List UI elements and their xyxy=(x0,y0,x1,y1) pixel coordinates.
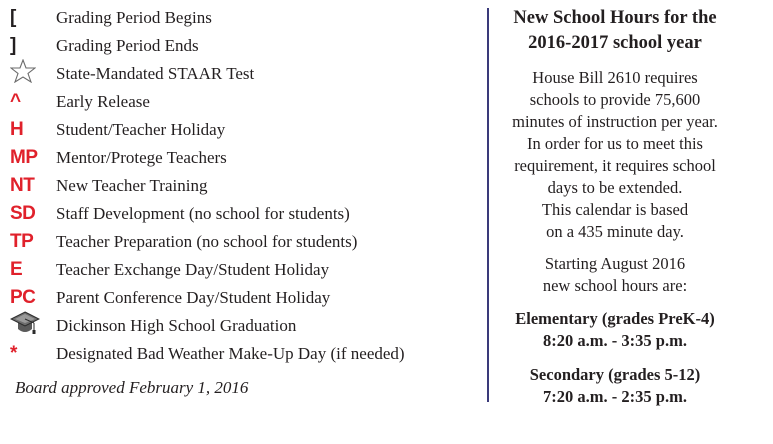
legend-row xyxy=(10,32,199,60)
legend-label: Early Release xyxy=(56,92,150,111)
secondary-time: 7:20 a.m. - 2:35 p.m. xyxy=(543,387,687,406)
hours-title-line1: New School Hours for the xyxy=(513,8,717,28)
legend-label: State-Mandated STAAR Test xyxy=(56,64,255,83)
legend-symbol: PC xyxy=(10,287,36,308)
legend-row xyxy=(10,340,405,368)
legend-row xyxy=(10,60,254,88)
legend-symbol: TP xyxy=(10,231,34,252)
column-divider xyxy=(487,8,489,402)
starting-line: Starting August 2016 xyxy=(544,254,686,273)
star-icon xyxy=(10,59,56,89)
legend-symbol: * xyxy=(10,343,17,364)
legend-row xyxy=(10,116,225,144)
legend-row xyxy=(10,284,330,312)
legend-symbol: [ xyxy=(10,7,16,28)
secondary-label: Secondary (grades 5-12) xyxy=(529,365,701,384)
legend-symbol: H xyxy=(10,119,24,140)
hours-body-line: on a 435 minute day. xyxy=(546,222,684,241)
hours-body-line: schools to provide 75,600 xyxy=(529,90,701,109)
starting-line: new school hours are: xyxy=(542,276,688,295)
legend-label: Teacher Preparation (no school for students) xyxy=(56,232,358,251)
legend-row xyxy=(10,200,350,228)
hours-body-line: In order for us to meet this xyxy=(527,134,703,153)
legend-row xyxy=(10,144,227,172)
board-approval-note: Board approved February 1, 2016 xyxy=(15,378,249,397)
legend-label: Mentor/Protege Teachers xyxy=(56,148,227,167)
legend-label: Parent Conference Day/Student Holiday xyxy=(56,288,331,307)
school-hours-panel xyxy=(492,6,738,408)
legend-row xyxy=(10,312,296,340)
legend-symbol: ] xyxy=(10,35,16,56)
legend-label: Grading Period Begins xyxy=(56,8,212,27)
hours-title-line2: 2016-2017 school year xyxy=(528,33,702,53)
legend-label: New Teacher Training xyxy=(56,176,208,195)
elementary-label: Elementary (grades PreK-4) xyxy=(515,309,715,328)
legend-row xyxy=(10,4,212,32)
legend-row xyxy=(10,172,207,200)
legend-row xyxy=(10,228,357,256)
legend-row xyxy=(10,256,329,284)
elementary-time: 8:20 a.m. - 3:35 p.m. xyxy=(543,331,687,350)
graduation-cap-icon xyxy=(10,309,56,343)
hours-body-line: days to be extended. xyxy=(547,178,683,197)
hours-body-line: House Bill 2610 requires xyxy=(532,68,698,87)
legend-label: Dickinson High School Graduation xyxy=(56,316,297,335)
legend-symbol: SD xyxy=(10,203,36,224)
legend-label: Grading Period Ends xyxy=(56,36,199,55)
hours-body-line: This calendar is based xyxy=(541,200,689,219)
legend-label: Staff Development (no school for students) xyxy=(56,204,350,223)
legend-row xyxy=(10,88,150,116)
legend-symbol: MP xyxy=(10,147,38,168)
legend-symbol: NT xyxy=(10,175,35,196)
legend-label: Designated Bad Weather Make-Up Day (if needed) xyxy=(56,344,405,363)
legend-symbol: E xyxy=(10,259,23,280)
hours-body-line: minutes of instruction per year. xyxy=(512,112,718,131)
legend-label: Student/Teacher Holiday xyxy=(56,120,226,139)
legend-symbol: ^ xyxy=(10,91,21,112)
hours-body-line: requirement, it requires school xyxy=(514,156,716,175)
legend-label: Teacher Exchange Day/Student Holiday xyxy=(56,260,330,279)
